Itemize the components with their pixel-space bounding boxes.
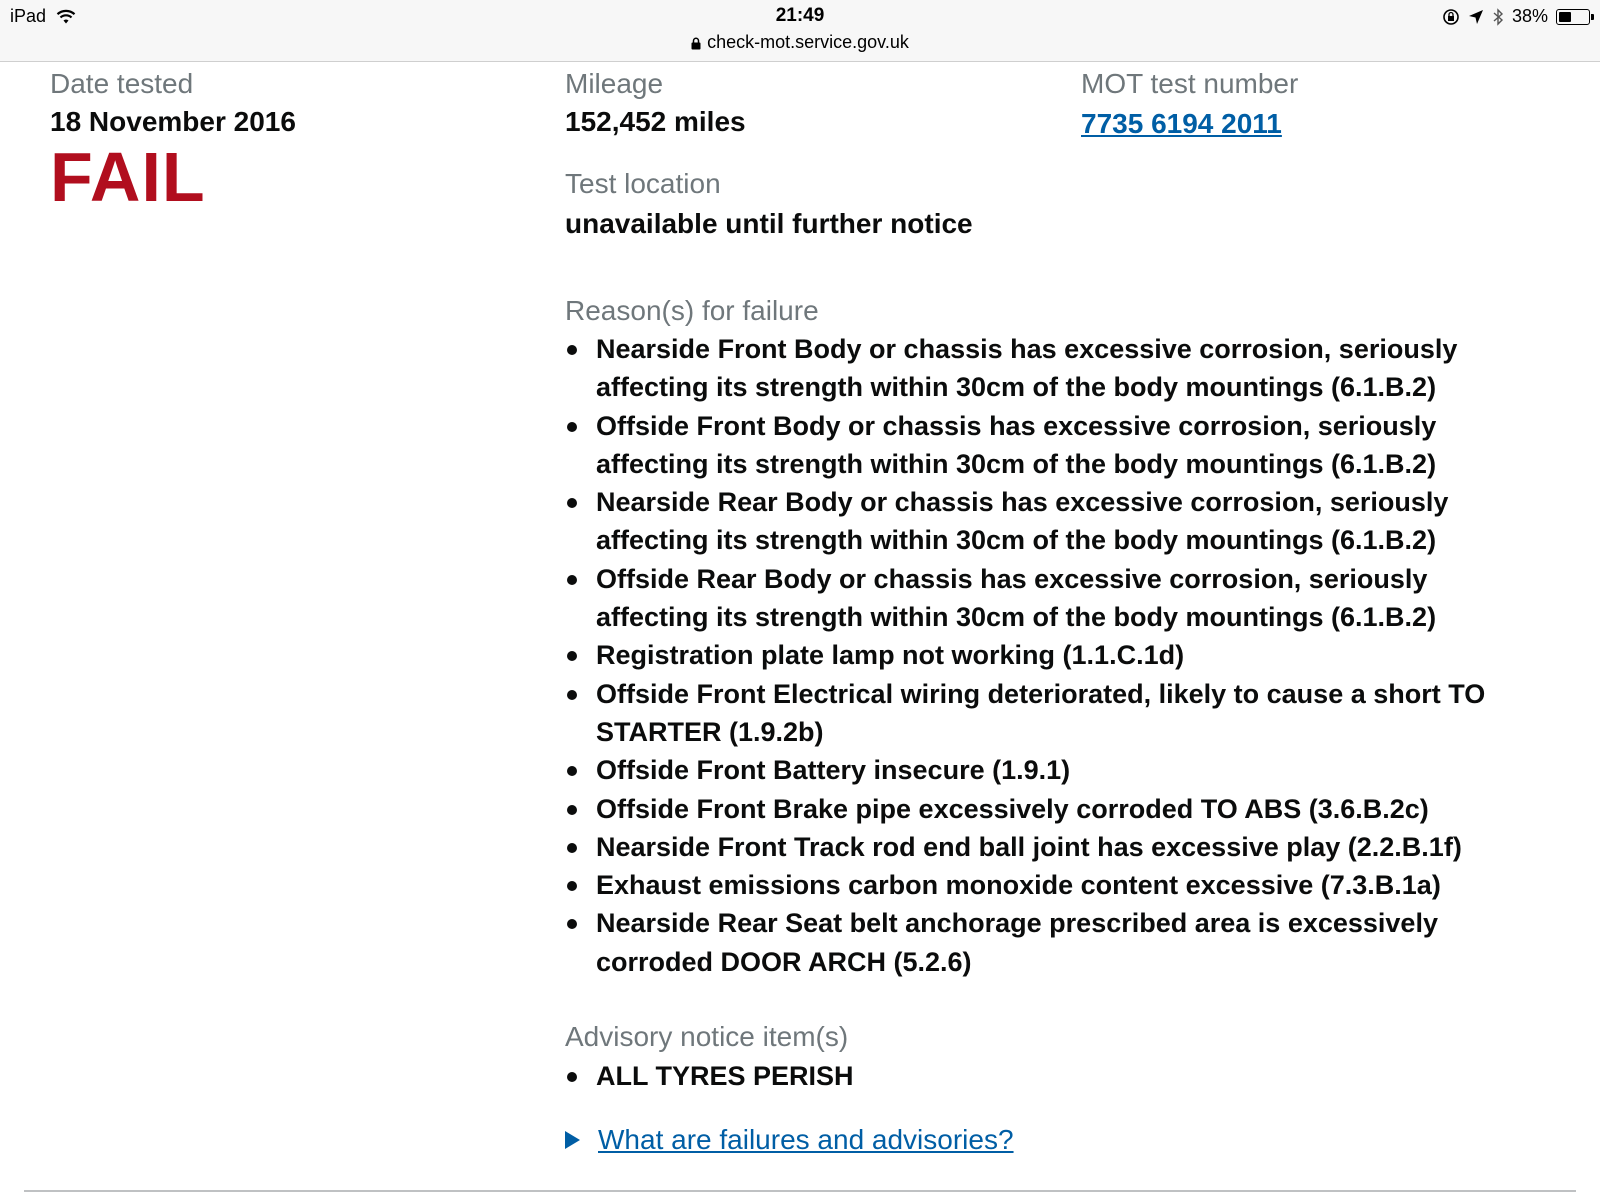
failure-item: Offside Front Battery insecure (1.9.1) [565,751,1505,789]
failure-item: Nearside Front Body or chassis has excessive corrosion, seriously affecting its strength within 30cm of the body mountings (6.1.B.2) [565,330,1505,407]
failures-help-toggle[interactable] [565,1124,1014,1156]
url-text: check-mot.service.gov.uk [707,32,909,52]
clock: 21:49 [775,5,825,26]
failure-item: Offside Front Brake pipe excessively corroded TO ABS (3.6.B.2c) [565,790,1505,828]
failures-list [565,330,1505,981]
battery-icon [1556,9,1590,25]
failure-item: Registration plate lamp not working (1.1.C.1d) [565,636,1505,674]
failures-label: Reason(s) for failure [565,295,819,326]
mot-number-label: MOT test number [1081,68,1299,99]
address-bar[interactable] [0,32,1600,53]
status-bar [0,0,1600,62]
mileage-label: Mileage [565,68,664,99]
failure-item: Offside Rear Body or chassis has excessive corrosion, seriously affecting its strength within 30cm of the body mountings (6.1.B.2) [565,560,1505,637]
test-location-label: Test location [565,168,721,199]
bluetooth-icon [1492,8,1504,26]
status-right [1442,6,1590,27]
test-result: FAIL [50,138,206,216]
device-name: iPad [10,6,47,26]
mot-number-link[interactable]: 7735 6194 2011 [1081,108,1282,139]
failure-item: Nearside Rear Body or chassis has excessive corrosion, seriously affecting its strength within 30cm of the body mountings (6.1.B.2) [565,483,1505,560]
advisories-list [565,1057,1505,1095]
battery-percent: 38% [1511,6,1548,26]
failure-item: Offside Front Electrical wiring deteriorated, likely to cause a short TO STARTER (1.9.2b) [565,675,1505,752]
section-divider [24,1190,1576,1192]
failure-item: Nearside Rear Seat belt anchorage prescribed area is excessively corroded DOOR ARCH (5.2.6) [565,904,1505,981]
lock-icon [691,37,701,50]
test-location-value: unavailable until further notice [565,208,973,239]
failure-item: Nearside Front Track rod end ball joint has excessive play (2.2.B.1f) [565,828,1505,866]
orientation-lock-icon [1442,8,1460,26]
failures-help-link[interactable]: What are failures and advisories? [598,1124,1014,1155]
triangle-right-icon [565,1131,580,1149]
advisories-label: Advisory notice item(s) [565,1021,849,1052]
location-arrow-icon [1468,9,1484,25]
mileage-value: 152,452 miles [565,106,746,137]
date-tested-value: 18 November 2016 [50,106,296,137]
failure-item: Exhaust emissions carbon monoxide content excessive (7.3.B.1a) [565,866,1505,904]
failure-item: Offside Front Body or chassis has excessive corrosion, seriously affecting its strength within 30cm of the body mountings (6.1.B.2) [565,407,1505,484]
date-tested-label: Date tested [50,68,194,99]
advisory-item: ALL TYRES PERISH [565,1057,1505,1095]
